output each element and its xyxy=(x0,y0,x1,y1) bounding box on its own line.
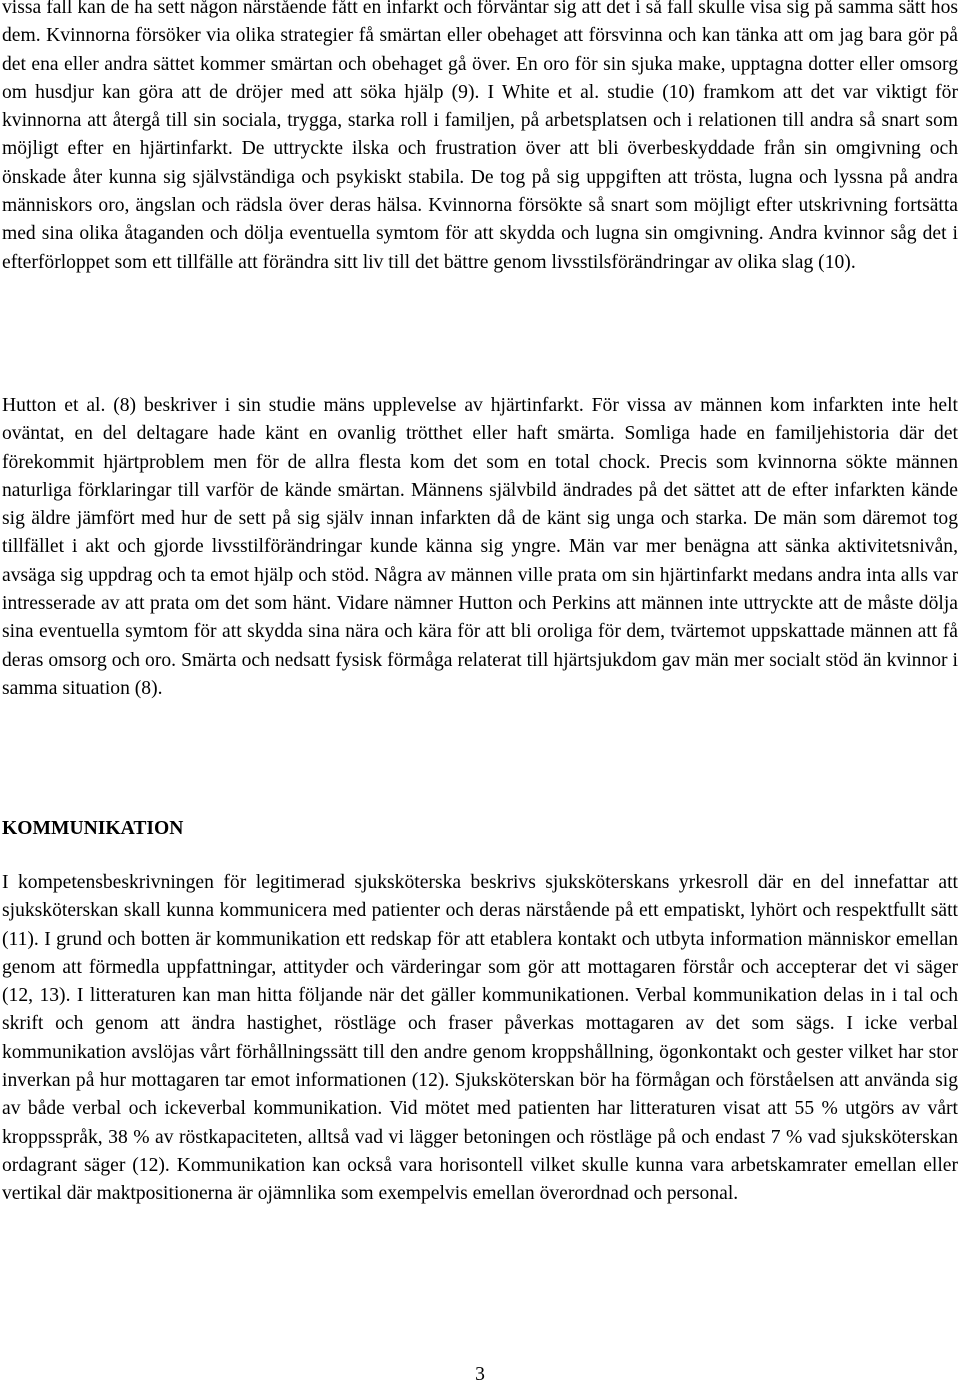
body-paragraph-men-experience: Hutton et al. (8) beskriver i sin studie mäns upplevelse av hjärtinfarkt. För vissa av männen kom infarkten inte helt oväntat, en del deltagare hade känt en ovanlig trötthet eller haft smärta. Somliga hade en familjehistoria där det förekommit hjärtproblem men för de allra flesta kom det som en total chock. Precis som kvinnorna sökte männen naturliga förklaringar till varför de kände smärtan. Männens självbild ändrades på det sättet att de efter infarkten kände sig äldre jämfört med hur de sett på sig själv innan infarkten då de känt sig unga och starka. De män som däremot tog tillfället i akt och gjorde livsstilförändringar kunde känna sig yngre. Män var mer benägna att sänka aktivitetsnivån, avsäga sig uppdrag och ta emot hjälp och stöd. Några av männen ville prata om sin hjärtinfarkt medans andra inta alls var intresserade av att prata om det som hänt. Vidare nämner Hutton och Perkins att männen inte uttryckte att de måste dölja sina eventuella symtom för att skydda sina nära och kära för att bli oroliga för dem, tvärtemot uppskattade männen att få deras omsorg och oro. Smärta och nedsatt fysisk förmåga relaterat till hjärtsjukdom gav män mer socialt stöd än kvinnor i samma situation (8). xyxy=(2,395,958,699)
section-heading: KOMMUNIKATION xyxy=(2,818,184,839)
body-paragraph-communication: I kompetensbeskrivningen för legitimerad sjuksköterska beskrivs sjuksköterskans yrkesroll där en del innefattar att sjuksköterskan skall kunna kommunicera med patienter och deras närstående på ett empatiskt, lyhört och respektfullt sätt (11). I grund och botten är kommunikation ett redskap för att etablera kontakt och utbyta information människor emellan genom att förmedla uppfattningar, attityder och värderingar som gör att mottagaren förstår och accepterar det vi säger (12, 13). I litteraturen kan man hitta följande när det gäller kommunikationen. Verbal kommunikation delas in i tal och skrift och genom att ändra hastighet, röstläge och fraser påverkas mottagaren av det som sägs. I icke verbal kommunikation avslöjas vårt förhållningssätt till den andre genom kroppshållning, ögonkontakt och gester vilket har stor inverkan på hur mottagaren tar emot informationen (12). Sjuksköterskan bör ha förmågan och förståelsen att använda sig av både verbal och ickeverbal kommunikation. Vid mötet med patienten har litteraturen visat att 55 % utgörs av vårt kroppsspråk, 38 % av röstkapaciteten, alltså vad vi lägger betoningen och röstläge på och endast 7 % vad sjuksköterskan ordagrant säger (12). Kommunikation kan också vara horisontell vilket skulle kunna vara arbetskamrater emellan eller vertikal där maktpositionerna är ojämnlika som exempelvis emellan överordnad och personal. xyxy=(2,872,958,1205)
body-paragraph-women-experience: vissa fall kan de ha sett någon närstående fått en infarkt och förväntar sig att det i så fall skulle visa sig på samma sätt hos dem. Kvinnorna försöker via olika strategier få smärtan eller obehaget att försvinna och kan tänka att om jag bara gör på det ena eller andra sättet kommer smärtan och obehaget gå över. En oro för sin sjuka make, upptagna dotter eller omsorg om husdjur kan göra att de dröjer med att söka hjälp (9). I White et al. studie (10) framkom att det var viktigt för kvinnorna att återgå till sin sociala, trygga, starka roll i familjen, på arbetsplatsen och i relationen till andra så snart som möjligt efter en hjärtinfarkt. De uttryckte ilska och frustration över att bli överbeskyddade från sin omgivning och önskade åter kunna sig självständiga och psykiskt stabila. De tog på sig uppgiften att trösta, lugna och lyssna på andra människors oro, ängslan och rädsla över deras hälsa. Kvinnorna försökte så snart som möjligt efter utskrivning fortsätta med sina olika åtaganden och dölja eventuella symtom för att skydda och lugna sin omgivning. Andra kvinnor såg det i efterförloppet som ett tillfälle att förändra sitt liv till det bättre genom livsstilsförändringar av olika slag (10). xyxy=(2,0,958,273)
page-number: 3 xyxy=(475,1364,485,1385)
